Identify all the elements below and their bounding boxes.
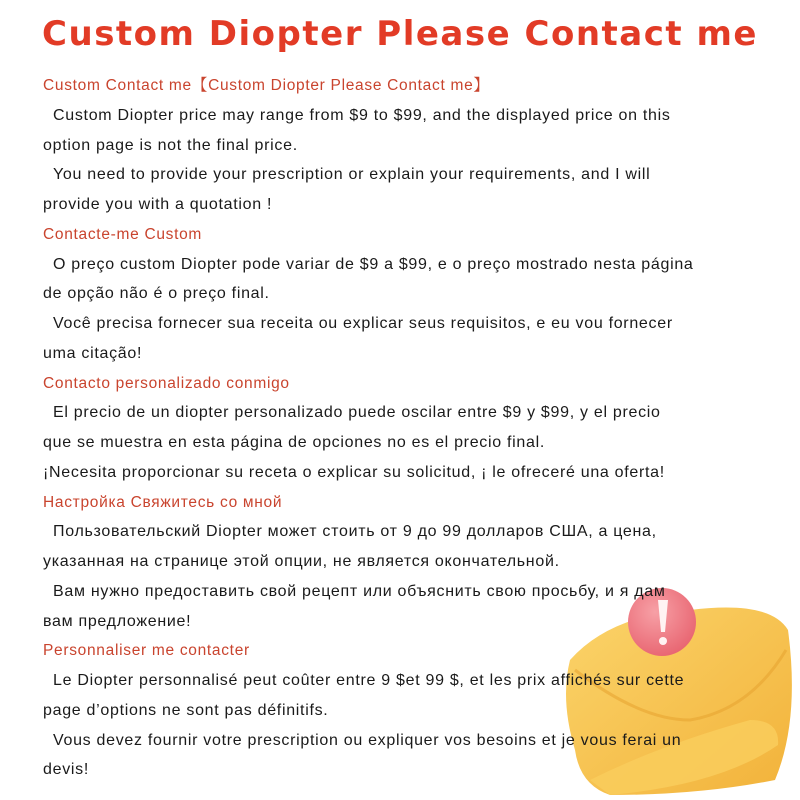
- page-title: Custom Diopter Please Contact me: [42, 14, 758, 54]
- paragraph-line: Le Diopter personnalisé peut coûter entre 9 $et 99 $, et les prix affichés sur cette: [53, 672, 685, 689]
- section-heading: Настройка Свяжитесь со мной: [43, 493, 283, 511]
- section-heading: Contacte-me Custom: [43, 225, 203, 243]
- paragraph-line: Você precisa fornecer sua receita ou explicar seus requisitos, e eu vou fornecer: [53, 315, 673, 332]
- section-heading: Contacto personalizado conmigo: [43, 374, 290, 392]
- paragraph-line: указанная на странице этой опции, не является окончательной.: [43, 553, 560, 570]
- section-heading: Personnaliser me contacter: [43, 642, 250, 660]
- document-body: [43, 71, 800, 785]
- paragraph-line: O preço custom Diopter pode variar de $9 a $99, e o preço mostrado nesta página: [53, 255, 694, 273]
- paragraph-line: El precio de un diopter personalizado puede oscilar entre $9 y $99, y el precio: [53, 404, 661, 422]
- paragraph-line: Пользовательский Diopter может стоить от 9 до 99 долларов США, а цена,: [53, 523, 657, 541]
- paragraph-line: You need to provide your prescription or explain your requirements, and I will: [53, 166, 651, 184]
- paragraph-line: Вам нужно предоставить свой рецепт или объяснить свою просьбу, и я дам: [53, 582, 666, 600]
- paragraph-line: uma citação!: [43, 344, 143, 362]
- paragraph-line: ¡Necesita proporcionar su receta o explicar su solicitud, ¡ le ofreceré una oferta!: [43, 463, 665, 481]
- paragraph-line: option page is not the final price.: [43, 136, 298, 154]
- paragraph-line: вам предложение!: [43, 612, 192, 630]
- paragraph-line: que se muestra en esta página de opciones no es el precio final.: [43, 434, 545, 451]
- paragraph-line: de opção não é o preço final.: [43, 285, 270, 303]
- paragraph-line: devis!: [43, 761, 89, 779]
- paragraph-line: provide you with a quotation !: [43, 196, 273, 213]
- section-heading: Custom Contact me【Custom Diopter Please Contact me】: [43, 77, 490, 94]
- paragraph-line: page d’options ne sont pas définitifs.: [43, 701, 329, 719]
- paragraph-line: Vous devez fournir votre prescription ou expliquer vos besoins et je vous ferai un: [53, 731, 682, 749]
- paragraph-line: Custom Diopter price may range from $9 to $99, and the displayed price on this: [53, 106, 671, 124]
